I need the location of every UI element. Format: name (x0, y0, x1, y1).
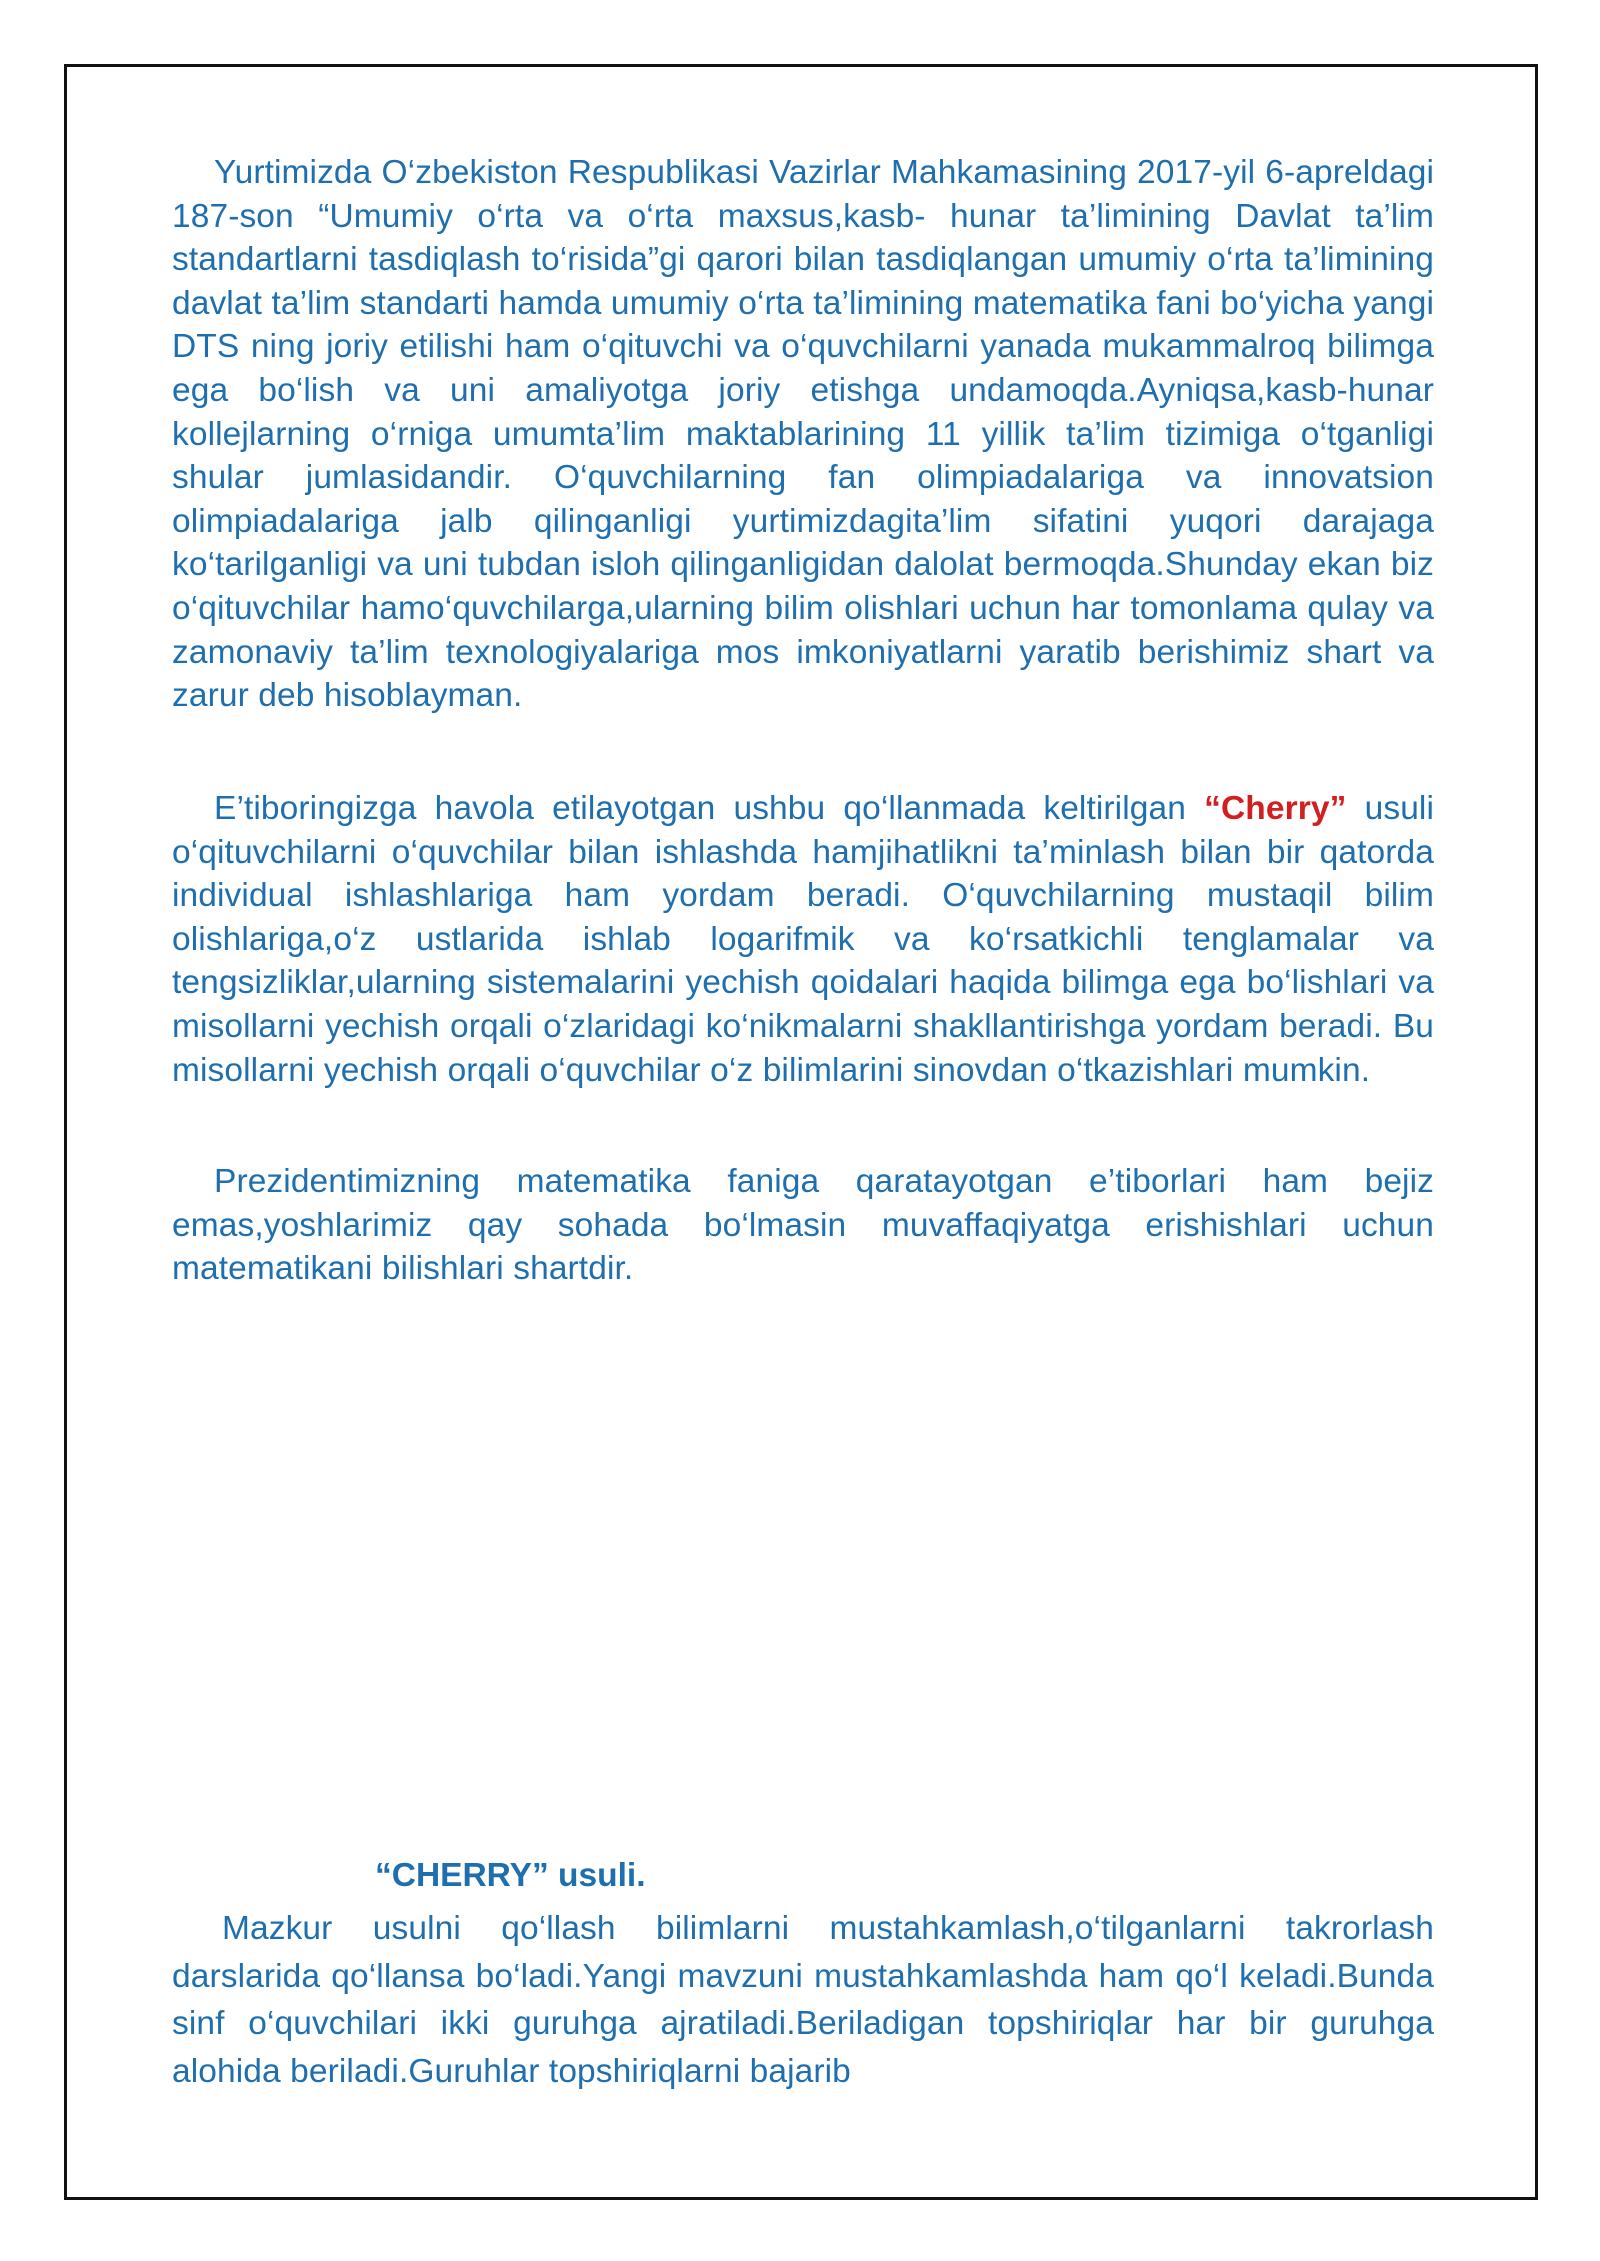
president-paragraph (172, 1160, 1434, 1291)
cherry-highlight: “Cherry” (1204, 790, 1347, 827)
paragraph-text: Prezidentimizning matematika faniga qaratayotgan e’tiborlari ham bejiz emas,yoshlarimiz qay sohada bo‘lmasin muvaffaqiyatga erishishlari uchun matematikani bilishlari shartdir. (172, 1163, 1434, 1288)
intro-paragraph (172, 151, 1434, 718)
paragraph-text (172, 787, 1434, 1092)
cherry-method-paragraph (172, 787, 1434, 1092)
paragraph-text: Yurtimizda O‘zbekiston Respublikasi Vazirlar Mahkamasining 2017-yil 6-apreldagi 187-son “Umumiy o‘rta va o‘rta maxsus,kasb- hunar ta’limining Davlat ta’lim standartlarni tasdiqlash to‘risida”gi qarori bilan tasdiqlangan umumiy o‘rta ta’limining davlat ta’lim standarti hamda umumiy o‘rta ta’limining matematika fani bo‘yicha yangi DTS ning joriy etilishi ham o‘qituvchi va o‘quvchilarni yanada mukammalroq bilimga ega bo‘lish va uni amaliyotga joriy etishga undamoqda.Ayniqsa,kasb-hunar kollejlarning o‘rniga umumta’lim maktablarining 11 yillik ta’lim tizimiga o‘tganligi shular jumlasidandir. O‘quvchilarning fan olimpiadalariga va innovatsion olimpiadalariga jalb qilinganligi yurtimizdagita’lim sifatini yuqori darajaga ko‘tarilganligi va uni tubdan isloh qilinganligidan dalolat bermoqda.Shunday ekan biz o‘qituvchilar hamo‘quvchilarga,ularning bilim olishlari uchun har tomonlama qulay va zamonaviy ta’lim texnologiyalariga mos imkoniyatlarni yaratib berishimiz shart va zarur deb hisoblayman. (172, 154, 1434, 715)
method-description-paragraph (172, 1905, 1434, 2095)
paragraph-text: Mazkur usulni qo‘llash bilimlarni mustahkamlash,o‘tilganlarni takrorlash darslarida qo‘llansa bo‘ladi.Yangi mavzuni mustahkamlashda ham qo‘l keladi.Bunda sinf o‘quvchilari ikki guruhga ajratiladi.Beriladigan topshiriqlar har bir guruhga alohida beriladi.Guruhlar topshiriqlarni bajarib (172, 1910, 1434, 2090)
section-title: “CHERRY” usuli. (375, 1857, 646, 1894)
paragraph-text-before: E’tiboringizga havola etilayotgan ushbu qo‘llanmada keltirilgan (214, 790, 1205, 827)
paragraph-text-after: usuli o‘qituvchilarni o‘quvchilar bilan ishlashda hamjihatlikni ta’minlash bilan bir qatorda individual ishlashlariga ham yordam beradi. O‘quvchilarning mustaqil bilim olishlariga,o‘z ustlarida ishlab logarifmik va ko‘rsatkichli tenglamalar va tengsizliklar,ularning sistemalarini yechish qoidalari haqida bilimga ega bo‘lishlari va misollarni yechish orqali o‘zlaridagi ko‘nikmalarni shakllantirishga yordam beradi. Bu misollarni yechish orqali o‘quvchilar o‘z bilimlarini sinovdan o‘tkazishlari mumkin. (172, 790, 1435, 1089)
